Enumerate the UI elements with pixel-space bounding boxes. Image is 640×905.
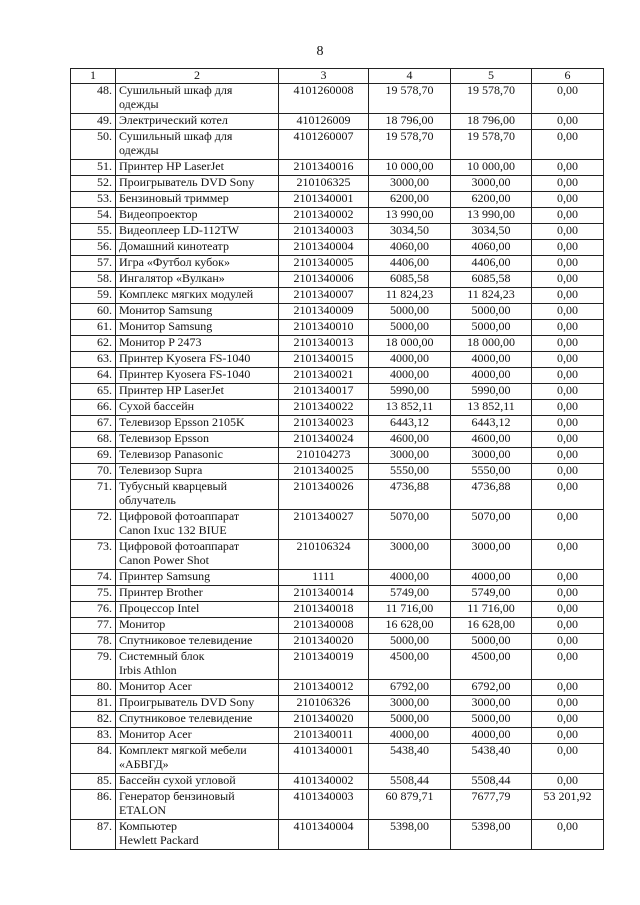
depreciation-cell: 7677,79: [451, 790, 532, 820]
depreciation-cell: 4736,88: [451, 480, 532, 510]
residual-value-cell: 0,00: [532, 480, 604, 510]
depreciation-cell: 3000,00: [451, 540, 532, 570]
item-name-cell: Принтер Kyosera FS-1040: [116, 352, 279, 368]
row-number-cell: 83.: [71, 728, 116, 744]
table-row: [71, 712, 604, 728]
item-name-cell: Видеопроектор: [116, 208, 279, 224]
residual-value-cell: 0,00: [532, 618, 604, 634]
row-number-cell: 52.: [71, 176, 116, 192]
amount-cell: 16 628,00: [369, 618, 451, 634]
item-name-cell: Системный блок Irbis Athlon: [116, 650, 279, 680]
table-row: [71, 272, 604, 288]
table-row: [71, 696, 604, 712]
item-name-cell: Бассейн сухой угловой: [116, 774, 279, 790]
amount-cell: 4000,00: [369, 570, 451, 586]
item-name-cell: Игра «Футбол кубок»: [116, 256, 279, 272]
table-row: [71, 570, 604, 586]
residual-value-cell: 0,00: [532, 570, 604, 586]
amount-cell: 4000,00: [369, 368, 451, 384]
residual-value-cell: 0,00: [532, 336, 604, 352]
residual-value-cell: 0,00: [532, 680, 604, 696]
item-name-cell: Принтер Brother: [116, 586, 279, 602]
table-row: [71, 304, 604, 320]
amount-cell: 3000,00: [369, 696, 451, 712]
inventory-code-cell: 2101340002: [279, 208, 369, 224]
amount-cell: 6792,00: [369, 680, 451, 696]
residual-value-cell: 0,00: [532, 84, 604, 114]
amount-cell: 5000,00: [369, 304, 451, 320]
row-number-cell: 66.: [71, 400, 116, 416]
row-number-cell: 67.: [71, 416, 116, 432]
row-number-cell: 58.: [71, 272, 116, 288]
table-row: [71, 540, 604, 570]
table-row: [71, 192, 604, 208]
row-number-cell: 56.: [71, 240, 116, 256]
inventory-code-cell: 2101340022: [279, 400, 369, 416]
inventory-code-cell: 210106325: [279, 176, 369, 192]
item-name-cell: Монитор Samsung: [116, 320, 279, 336]
inventory-code-cell: 2101340020: [279, 634, 369, 650]
item-name-cell: Цифровой фотоаппарат Canon Power Shot: [116, 540, 279, 570]
column-header: 1: [71, 69, 116, 84]
residual-value-cell: 0,00: [532, 510, 604, 540]
depreciation-cell: 4000,00: [451, 352, 532, 368]
item-name-cell: Сушильный шкаф для одежды: [116, 130, 279, 160]
residual-value-cell: 0,00: [532, 272, 604, 288]
residual-value-cell: 0,00: [532, 114, 604, 130]
depreciation-cell: 19 578,70: [451, 84, 532, 114]
table-row: [71, 368, 604, 384]
amount-cell: 5508,44: [369, 774, 451, 790]
amount-cell: 6443,12: [369, 416, 451, 432]
table-body: [71, 84, 604, 850]
table-row: [71, 240, 604, 256]
amount-cell: 13 990,00: [369, 208, 451, 224]
item-name-cell: Комплект мягкой мебели «АБВГД»: [116, 744, 279, 774]
depreciation-cell: 16 628,00: [451, 618, 532, 634]
item-name-cell: Спутниковое телевидение: [116, 634, 279, 650]
table-row: [71, 176, 604, 192]
row-number-cell: 51.: [71, 160, 116, 176]
inventory-code-cell: 410126009: [279, 114, 369, 130]
residual-value-cell: 53 201,92: [532, 790, 604, 820]
row-number-cell: 53.: [71, 192, 116, 208]
item-name-cell: Электрический котел: [116, 114, 279, 130]
row-number-cell: 62.: [71, 336, 116, 352]
inventory-code-cell: 2101340003: [279, 224, 369, 240]
depreciation-cell: 3000,00: [451, 448, 532, 464]
residual-value-cell: 0,00: [532, 448, 604, 464]
depreciation-cell: 4060,00: [451, 240, 532, 256]
inventory-code-cell: 2101340005: [279, 256, 369, 272]
amount-cell: 11 824,23: [369, 288, 451, 304]
residual-value-cell: 0,00: [532, 352, 604, 368]
amount-cell: 4406,00: [369, 256, 451, 272]
column-header: 4: [369, 69, 451, 84]
amount-cell: 4000,00: [369, 728, 451, 744]
inventory-code-cell: 4101260007: [279, 130, 369, 160]
depreciation-cell: 5550,00: [451, 464, 532, 480]
inventory-code-cell: 4101340001: [279, 744, 369, 774]
depreciation-cell: 5070,00: [451, 510, 532, 540]
inventory-code-cell: 2101340007: [279, 288, 369, 304]
depreciation-cell: 11 824,23: [451, 288, 532, 304]
inventory-code-cell: 2101340024: [279, 432, 369, 448]
table-row: [71, 744, 604, 774]
row-number-cell: 70.: [71, 464, 116, 480]
depreciation-cell: 10 000,00: [451, 160, 532, 176]
table-row: [71, 224, 604, 240]
depreciation-cell: 5438,40: [451, 744, 532, 774]
item-name-cell: Домашний кинотеатр: [116, 240, 279, 256]
item-name-cell: Телевизор Supra: [116, 464, 279, 480]
inventory-code-cell: 2101340017: [279, 384, 369, 400]
depreciation-cell: 5749,00: [451, 586, 532, 602]
amount-cell: 6200,00: [369, 192, 451, 208]
depreciation-cell: 6200,00: [451, 192, 532, 208]
depreciation-cell: 13 990,00: [451, 208, 532, 224]
residual-value-cell: 0,00: [532, 240, 604, 256]
item-name-cell: Принтер Samsung: [116, 570, 279, 586]
amount-cell: 6085,58: [369, 272, 451, 288]
row-number-cell: 55.: [71, 224, 116, 240]
inventory-code-cell: 2101340015: [279, 352, 369, 368]
depreciation-cell: 5508,44: [451, 774, 532, 790]
table-row: [71, 480, 604, 510]
amount-cell: 5070,00: [369, 510, 451, 540]
item-name-cell: Монитор Samsung: [116, 304, 279, 320]
table-row: [71, 432, 604, 448]
row-number-cell: 49.: [71, 114, 116, 130]
depreciation-cell: 11 716,00: [451, 602, 532, 618]
residual-value-cell: 0,00: [532, 416, 604, 432]
row-number-cell: 57.: [71, 256, 116, 272]
table-row: [71, 208, 604, 224]
inventory-code-cell: 2101340016: [279, 160, 369, 176]
column-header: 6: [532, 69, 604, 84]
item-name-cell: Принтер HP LaserJet: [116, 160, 279, 176]
table-row: [71, 586, 604, 602]
row-number-cell: 65.: [71, 384, 116, 400]
amount-cell: 4000,00: [369, 352, 451, 368]
residual-value-cell: 0,00: [532, 288, 604, 304]
inventory-code-cell: 4101260008: [279, 84, 369, 114]
item-name-cell: Монитор: [116, 618, 279, 634]
table-row: [71, 464, 604, 480]
inventory-code-cell: 210104273: [279, 448, 369, 464]
inventory-code-cell: 2101340026: [279, 480, 369, 510]
depreciation-cell: 5000,00: [451, 304, 532, 320]
table-row: [71, 634, 604, 650]
residual-value-cell: 0,00: [532, 712, 604, 728]
amount-cell: 3000,00: [369, 448, 451, 464]
amount-cell: 5749,00: [369, 586, 451, 602]
amount-cell: 3000,00: [369, 540, 451, 570]
amount-cell: 5990,00: [369, 384, 451, 400]
table-row: [71, 618, 604, 634]
item-name-cell: Монитор P 2473: [116, 336, 279, 352]
residual-value-cell: 0,00: [532, 774, 604, 790]
row-number-cell: 75.: [71, 586, 116, 602]
item-name-cell: Проигрыватель DVD Sony: [116, 176, 279, 192]
residual-value-cell: 0,00: [532, 384, 604, 400]
item-name-cell: Принтер Kyosera FS-1040: [116, 368, 279, 384]
residual-value-cell: 0,00: [532, 320, 604, 336]
residual-value-cell: 0,00: [532, 586, 604, 602]
table-row: [71, 400, 604, 416]
amount-cell: 18 796,00: [369, 114, 451, 130]
residual-value-cell: 0,00: [532, 368, 604, 384]
depreciation-cell: 5000,00: [451, 634, 532, 650]
row-number-cell: 50.: [71, 130, 116, 160]
item-name-cell: Проигрыватель DVD Sony: [116, 696, 279, 712]
amount-cell: 4600,00: [369, 432, 451, 448]
row-number-cell: 54.: [71, 208, 116, 224]
residual-value-cell: 0,00: [532, 820, 604, 850]
residual-value-cell: 0,00: [532, 540, 604, 570]
inventory-code-cell: 2101340014: [279, 586, 369, 602]
residual-value-cell: 0,00: [532, 176, 604, 192]
inventory-code-cell: 2101340019: [279, 650, 369, 680]
residual-value-cell: 0,00: [532, 256, 604, 272]
amount-cell: 19 578,70: [369, 84, 451, 114]
item-name-cell: Ингалятор «Вулкан»: [116, 272, 279, 288]
depreciation-cell: 6792,00: [451, 680, 532, 696]
depreciation-cell: 5000,00: [451, 712, 532, 728]
amount-cell: 10 000,00: [369, 160, 451, 176]
depreciation-cell: 19 578,70: [451, 130, 532, 160]
inventory-code-cell: 2101340023: [279, 416, 369, 432]
item-name-cell: Телевизор Epsson: [116, 432, 279, 448]
row-number-cell: 74.: [71, 570, 116, 586]
inventory-code-cell: 1111: [279, 570, 369, 586]
residual-value-cell: 0,00: [532, 304, 604, 320]
residual-value-cell: 0,00: [532, 696, 604, 712]
inventory-code-cell: 2101340010: [279, 320, 369, 336]
item-name-cell: Генератор бензиновый ETALON: [116, 790, 279, 820]
item-name-cell: Цифровой фотоаппарат Canon Ixuc 132 BIUE: [116, 510, 279, 540]
table-row: [71, 352, 604, 368]
depreciation-cell: 4406,00: [451, 256, 532, 272]
column-header: 5: [451, 69, 532, 84]
item-name-cell: Монитор Acer: [116, 680, 279, 696]
amount-cell: 60 879,71: [369, 790, 451, 820]
table-row: [71, 256, 604, 272]
row-number-cell: 84.: [71, 744, 116, 774]
amount-cell: 4060,00: [369, 240, 451, 256]
row-number-cell: 78.: [71, 634, 116, 650]
residual-value-cell: 0,00: [532, 130, 604, 160]
item-name-cell: Телевизор Panasonic: [116, 448, 279, 464]
depreciation-cell: 4600,00: [451, 432, 532, 448]
table-row: [71, 416, 604, 432]
item-name-cell: Сухой бассейн: [116, 400, 279, 416]
inventory-code-cell: 2101340020: [279, 712, 369, 728]
item-name-cell: Сушильный шкаф для одежды: [116, 84, 279, 114]
inventory-code-cell: 2101340012: [279, 680, 369, 696]
item-name-cell: Спутниковое телевидение: [116, 712, 279, 728]
item-name-cell: Тубусный кварцевый облучатель: [116, 480, 279, 510]
inventory-code-cell: 2101340013: [279, 336, 369, 352]
amount-cell: 5000,00: [369, 634, 451, 650]
inventory-code-cell: 2101340008: [279, 618, 369, 634]
depreciation-cell: 18 000,00: [451, 336, 532, 352]
inventory-code-cell: 4101340002: [279, 774, 369, 790]
row-number-cell: 59.: [71, 288, 116, 304]
column-header: 2: [116, 69, 279, 84]
row-number-cell: 77.: [71, 618, 116, 634]
residual-value-cell: 0,00: [532, 208, 604, 224]
row-number-cell: 63.: [71, 352, 116, 368]
item-name-cell: Комплекс мягких модулей: [116, 288, 279, 304]
table-row: [71, 790, 604, 820]
residual-value-cell: 0,00: [532, 160, 604, 176]
row-number-cell: 72.: [71, 510, 116, 540]
residual-value-cell: 0,00: [532, 400, 604, 416]
row-number-cell: 82.: [71, 712, 116, 728]
item-name-cell: Компьютер Hewlett Packard: [116, 820, 279, 850]
inventory-code-cell: 2101340011: [279, 728, 369, 744]
inventory-code-cell: 2101340009: [279, 304, 369, 320]
amount-cell: 5550,00: [369, 464, 451, 480]
item-name-cell: Телевизор Epsson 2105K: [116, 416, 279, 432]
table-row: [71, 448, 604, 464]
depreciation-cell: 13 852,11: [451, 400, 532, 416]
column-header: 3: [279, 69, 369, 84]
inventory-code-cell: 4101340004: [279, 820, 369, 850]
row-number-cell: 86.: [71, 790, 116, 820]
residual-value-cell: 0,00: [532, 432, 604, 448]
inventory-code-cell: 2101340006: [279, 272, 369, 288]
residual-value-cell: 0,00: [532, 634, 604, 650]
amount-cell: 4500,00: [369, 650, 451, 680]
amount-cell: 13 852,11: [369, 400, 451, 416]
row-number-cell: 80.: [71, 680, 116, 696]
amount-cell: 19 578,70: [369, 130, 451, 160]
row-number-cell: 76.: [71, 602, 116, 618]
table-row: [71, 820, 604, 850]
depreciation-cell: 18 796,00: [451, 114, 532, 130]
depreciation-cell: 6443,12: [451, 416, 532, 432]
inventory-code-cell: 4101340003: [279, 790, 369, 820]
inventory-code-cell: 210106326: [279, 696, 369, 712]
amount-cell: 4736,88: [369, 480, 451, 510]
inventory-code-cell: 2101340018: [279, 602, 369, 618]
depreciation-cell: 3034,50: [451, 224, 532, 240]
depreciation-cell: 4000,00: [451, 368, 532, 384]
inventory-code-cell: 2101340027: [279, 510, 369, 540]
row-number-cell: 69.: [71, 448, 116, 464]
row-number-cell: 81.: [71, 696, 116, 712]
table-row: [71, 160, 604, 176]
table-row: [71, 510, 604, 540]
inventory-code-cell: 2101340025: [279, 464, 369, 480]
inventory-code-cell: 2101340004: [279, 240, 369, 256]
row-number-cell: 60.: [71, 304, 116, 320]
table-row: [71, 602, 604, 618]
row-number-cell: 64.: [71, 368, 116, 384]
row-number-cell: 71.: [71, 480, 116, 510]
page-number: 8: [316, 44, 324, 59]
residual-value-cell: 0,00: [532, 192, 604, 208]
table-row: [71, 114, 604, 130]
depreciation-cell: 5000,00: [451, 320, 532, 336]
residual-value-cell: 0,00: [532, 224, 604, 240]
depreciation-cell: 5990,00: [451, 384, 532, 400]
table-row: [71, 774, 604, 790]
residual-value-cell: 0,00: [532, 650, 604, 680]
table-row: [71, 650, 604, 680]
column-number-row: [71, 69, 604, 84]
residual-value-cell: 0,00: [532, 744, 604, 774]
item-name-cell: Видеоплеер LD-112TW: [116, 224, 279, 240]
amount-cell: 5000,00: [369, 320, 451, 336]
depreciation-cell: 3000,00: [451, 696, 532, 712]
amount-cell: 3000,00: [369, 176, 451, 192]
depreciation-cell: 4500,00: [451, 650, 532, 680]
amount-cell: 5438,40: [369, 744, 451, 774]
item-name-cell: Принтер HP LaserJet: [116, 384, 279, 400]
amount-cell: 18 000,00: [369, 336, 451, 352]
table-row: [71, 384, 604, 400]
inventory-code-cell: 210106324: [279, 540, 369, 570]
table-row: [71, 680, 604, 696]
inventory-table: [70, 68, 604, 850]
inventory-code-cell: 2101340021: [279, 368, 369, 384]
row-number-cell: 48.: [71, 84, 116, 114]
item-name-cell: Бензиновый триммер: [116, 192, 279, 208]
table-row: [71, 320, 604, 336]
residual-value-cell: 0,00: [532, 602, 604, 618]
row-number-cell: 61.: [71, 320, 116, 336]
item-name-cell: Монитор Acer: [116, 728, 279, 744]
amount-cell: 5000,00: [369, 712, 451, 728]
table-row: [71, 336, 604, 352]
depreciation-cell: 3000,00: [451, 176, 532, 192]
row-number-cell: 87.: [71, 820, 116, 850]
depreciation-cell: 4000,00: [451, 728, 532, 744]
depreciation-cell: 5398,00: [451, 820, 532, 850]
table-row: [71, 288, 604, 304]
table-row: [71, 728, 604, 744]
table-row: [71, 84, 604, 114]
amount-cell: 11 716,00: [369, 602, 451, 618]
amount-cell: 5398,00: [369, 820, 451, 850]
residual-value-cell: 0,00: [532, 728, 604, 744]
row-number-cell: 85.: [71, 774, 116, 790]
table-row: [71, 130, 604, 160]
inventory-code-cell: 2101340001: [279, 192, 369, 208]
row-number-cell: 79.: [71, 650, 116, 680]
depreciation-cell: 4000,00: [451, 570, 532, 586]
row-number-cell: 73.: [71, 540, 116, 570]
row-number-cell: 68.: [71, 432, 116, 448]
amount-cell: 3034,50: [369, 224, 451, 240]
depreciation-cell: 6085,58: [451, 272, 532, 288]
item-name-cell: Процессор Intel: [116, 602, 279, 618]
residual-value-cell: 0,00: [532, 464, 604, 480]
